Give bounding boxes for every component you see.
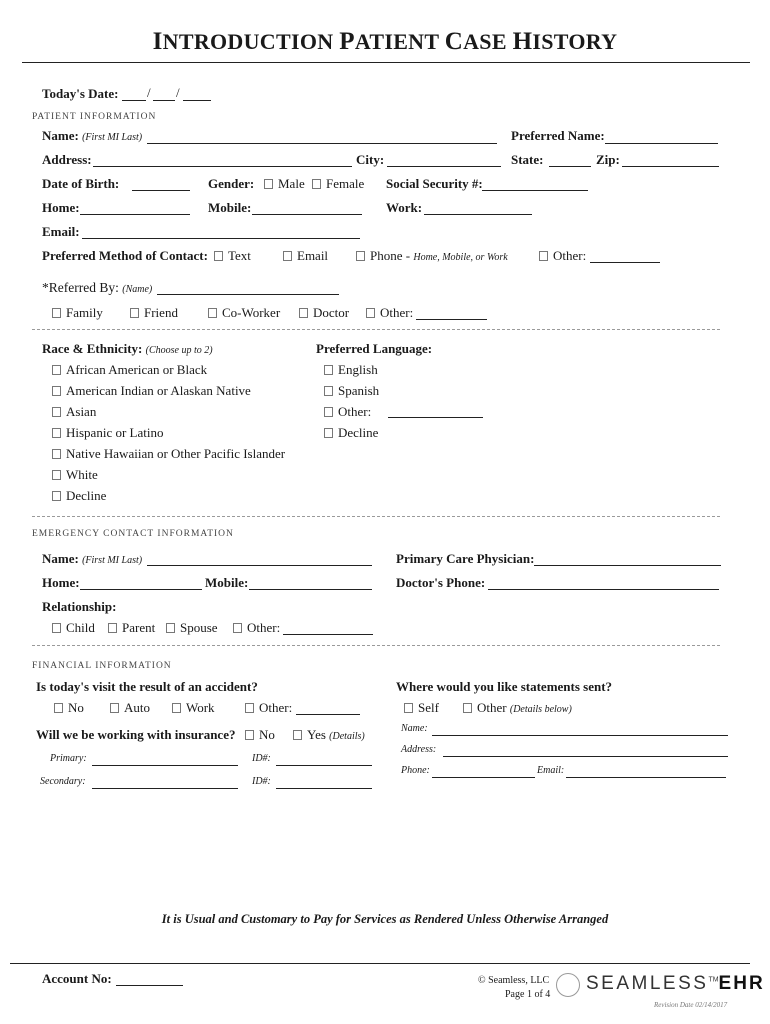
zip-label: Zip:	[596, 152, 620, 167]
payment-statement: It is Usual and Customary to Pay for Services as Rendered Unless Otherwise Arranged	[161, 912, 609, 926]
seamless-logo-icon	[556, 973, 580, 997]
emergency-name-label: Name: (First MI Last)	[42, 551, 143, 566]
primary-insurance-field[interactable]	[92, 765, 238, 766]
language-other-field[interactable]	[388, 417, 483, 418]
accident-other-field[interactable]	[296, 714, 360, 715]
state-field[interactable]	[549, 166, 591, 167]
city-field[interactable]	[387, 166, 501, 167]
date-sep: /	[147, 85, 151, 100]
statements-question: Where would you like statements sent?	[396, 679, 613, 694]
relationship-other-checkbox[interactable]	[233, 623, 242, 633]
language-option[interactable]: Decline	[324, 425, 378, 441]
primary-label: Primary:	[50, 753, 87, 764]
mobile-field[interactable]	[252, 214, 362, 215]
coworker-checkbox[interactable]	[208, 308, 217, 318]
race-option[interactable]: Asian	[52, 404, 96, 420]
referred-by-label: *Referred By: (Name)	[42, 280, 153, 295]
statements-option-other[interactable]: Other (Details below)	[463, 700, 572, 716]
state-label: State:	[511, 152, 544, 167]
primary-id-label: ID#:	[252, 753, 271, 764]
revision-date: Revision Date 02/14/2017	[654, 1001, 728, 1009]
referred-option-coworker[interactable]: Co-Worker	[208, 305, 280, 321]
section-emergency-contact: EMERGENCY CONTACT INFORMATION	[32, 529, 234, 539]
page-number: Page 1 of 4	[505, 989, 551, 1000]
accident-work-checkbox[interactable]	[172, 703, 181, 713]
relationship-option-spouse[interactable]: Spouse	[166, 620, 218, 636]
date-day-field[interactable]	[153, 100, 175, 101]
emergency-home-label: Home:	[42, 575, 80, 590]
dob-field[interactable]	[132, 190, 190, 191]
referred-other-field[interactable]	[416, 319, 487, 320]
accident-auto-checkbox[interactable]	[110, 703, 119, 713]
doctor-phone-label: Doctor's Phone:	[396, 575, 486, 590]
relationship-option-other[interactable]: Other:	[233, 620, 280, 636]
race-checkbox[interactable]	[52, 449, 61, 459]
race-checkbox[interactable]	[52, 428, 61, 438]
contact-phone-option[interactable]: Phone - Home, Mobile, or Work	[356, 248, 508, 264]
accident-question: Is today's visit the result of an accident?	[36, 679, 258, 694]
st-address-field[interactable]	[443, 756, 728, 757]
referred-option-friend[interactable]: Friend	[130, 305, 178, 321]
referred-option-family[interactable]: Family	[52, 305, 103, 321]
self-checkbox[interactable]	[404, 703, 413, 713]
doctor-checkbox[interactable]	[299, 308, 308, 318]
insurance-option-no[interactable]: No	[245, 727, 275, 743]
insurance-question: Will we be working with insurance?	[36, 727, 236, 742]
contact-method-label: Preferred Method of Contact:	[42, 248, 208, 263]
secondary-label: Secondary:	[40, 776, 86, 787]
divider	[32, 329, 720, 330]
relationship-other-field[interactable]	[283, 634, 373, 635]
st-name-field[interactable]	[432, 735, 728, 736]
race-option[interactable]: American Indian or Alaskan Native	[52, 383, 251, 399]
language-label: Preferred Language:	[316, 341, 433, 356]
st-email-label: Email:	[537, 765, 565, 776]
referred-option-other[interactable]: Other:	[366, 305, 413, 321]
race-option[interactable]: Native Hawaiian or Other Pacific Islander	[52, 446, 285, 462]
accident-no-checkbox[interactable]	[54, 703, 63, 713]
city-label: City:	[356, 152, 385, 167]
language-option[interactable]: English	[324, 362, 378, 378]
todays-date-label: Today's Date:	[42, 86, 119, 101]
accident-other-checkbox[interactable]	[245, 703, 254, 713]
contact-email-option[interactable]: Email	[283, 248, 328, 264]
referred-other-checkbox[interactable]	[366, 308, 375, 318]
date-sep: /	[176, 85, 180, 100]
st-phone-field[interactable]	[432, 777, 535, 778]
insurance-no-checkbox[interactable]	[245, 730, 254, 740]
account-no-label: Account No:	[42, 971, 112, 986]
family-checkbox[interactable]	[52, 308, 61, 318]
patient-name-field[interactable]	[147, 143, 497, 144]
accident-option-auto[interactable]: Auto	[110, 700, 150, 716]
race-checkbox[interactable]	[52, 365, 61, 375]
statements-other-checkbox[interactable]	[463, 703, 472, 713]
st-phone-label: Phone:	[401, 765, 430, 776]
home-phone-label: Home:	[42, 200, 80, 215]
section-patient-info: PATIENT INFORMATION	[32, 112, 157, 122]
pcp-field[interactable]	[534, 565, 721, 566]
address-field[interactable]	[93, 166, 352, 167]
child-checkbox[interactable]	[52, 623, 61, 633]
copyright: © Seamless, LLC	[478, 975, 550, 986]
contact-other-field[interactable]	[590, 262, 660, 263]
contact-text-option[interactable]: Text	[214, 248, 251, 264]
referred-option-doctor[interactable]: Doctor	[299, 305, 349, 321]
referred-by-field[interactable]	[157, 294, 339, 295]
emergency-name-field[interactable]	[147, 565, 372, 566]
email-field[interactable]	[82, 238, 360, 239]
zip-field[interactable]	[622, 166, 719, 167]
primary-id-field[interactable]	[276, 765, 372, 766]
language-option[interactable]: Other:	[324, 404, 371, 420]
preferred-name-field[interactable]	[605, 143, 718, 144]
st-name-label: Name:	[401, 723, 428, 734]
email-checkbox[interactable]	[283, 251, 292, 261]
parent-checkbox[interactable]	[108, 623, 117, 633]
home-phone-field[interactable]	[80, 214, 190, 215]
st-email-field[interactable]	[566, 777, 726, 778]
race-checkbox[interactable]	[52, 470, 61, 480]
accident-option-no[interactable]: No	[54, 700, 84, 716]
race-label: Race & Ethnicity: (Choose up to 2)	[42, 341, 213, 356]
mobile-label: Mobile:	[208, 200, 252, 215]
race-option[interactable]: Hispanic or Latino	[52, 425, 163, 441]
gender-male-option[interactable]: Male	[264, 176, 305, 192]
relationship-label: Relationship:	[42, 599, 117, 614]
section-financial-info: FINANCIAL INFORMATION	[32, 661, 172, 671]
accident-option-work[interactable]: Work	[172, 700, 215, 716]
secondary-id-label: ID#:	[252, 776, 271, 787]
contact-other-option[interactable]: Other:	[539, 248, 586, 264]
address-label: Address:	[42, 152, 92, 167]
gender-label: Gender:	[208, 176, 255, 191]
work-field[interactable]	[424, 214, 532, 215]
phone-checkbox[interactable]	[356, 251, 365, 261]
doctor-phone-field[interactable]	[488, 589, 719, 590]
dob-label: Date of Birth:	[42, 176, 120, 191]
secondary-id-field[interactable]	[276, 788, 372, 789]
race-checkbox[interactable]	[52, 407, 61, 417]
page-title: INTRODUCTION PATIENT CASE HISTORY	[152, 28, 618, 55]
account-no-field[interactable]	[116, 985, 183, 986]
gender-female-option[interactable]: Female	[312, 176, 364, 192]
relationship-option-parent[interactable]: Parent	[108, 620, 155, 636]
race-option[interactable]: Decline	[52, 488, 106, 504]
date-year-field[interactable]	[183, 100, 211, 101]
language-option[interactable]: Spanish	[324, 383, 379, 399]
race-option[interactable]: African American or Black	[52, 362, 207, 378]
emergency-mobile-label: Mobile:	[205, 575, 249, 590]
language-checkbox[interactable]	[324, 365, 333, 375]
emergency-mobile-field[interactable]	[249, 589, 372, 590]
friend-checkbox[interactable]	[130, 308, 139, 318]
divider	[32, 645, 720, 646]
patient-name-label: Name: (First MI Last)	[42, 128, 143, 143]
language-checkbox[interactable]	[324, 428, 333, 438]
race-checkbox[interactable]	[52, 386, 61, 396]
divider	[32, 516, 720, 517]
title-rule	[22, 62, 750, 63]
secondary-insurance-field[interactable]	[92, 788, 238, 789]
insurance-yes-checkbox[interactable]	[293, 730, 302, 740]
relationship-option-child[interactable]: Child	[52, 620, 95, 636]
st-address-label: Address:	[401, 744, 437, 755]
date-month-field[interactable]	[122, 100, 146, 101]
race-checkbox[interactable]	[52, 491, 61, 501]
preferred-name-label: Preferred Name:	[511, 128, 605, 143]
seamless-logo: SEAMLESS™EHR	[586, 973, 765, 994]
language-checkbox[interactable]	[324, 407, 333, 417]
male-checkbox[interactable]	[264, 179, 273, 189]
footer-rule	[10, 963, 750, 964]
spouse-checkbox[interactable]	[166, 623, 175, 633]
statements-option-self[interactable]: Self	[404, 700, 439, 716]
work-label: Work:	[386, 200, 423, 215]
text-checkbox[interactable]	[214, 251, 223, 261]
other-checkbox[interactable]	[539, 251, 548, 261]
email-label: Email:	[42, 224, 80, 239]
insurance-option-yes[interactable]: Yes (Details)	[293, 727, 365, 743]
ssn-field[interactable]	[482, 190, 588, 191]
emergency-home-field[interactable]	[80, 589, 202, 590]
accident-option-other[interactable]: Other:	[245, 700, 292, 716]
pcp-label: Primary Care Physician:	[396, 551, 535, 566]
female-checkbox[interactable]	[312, 179, 321, 189]
language-checkbox[interactable]	[324, 386, 333, 396]
race-option[interactable]: White	[52, 467, 98, 483]
ssn-label: Social Security #:	[386, 176, 483, 191]
